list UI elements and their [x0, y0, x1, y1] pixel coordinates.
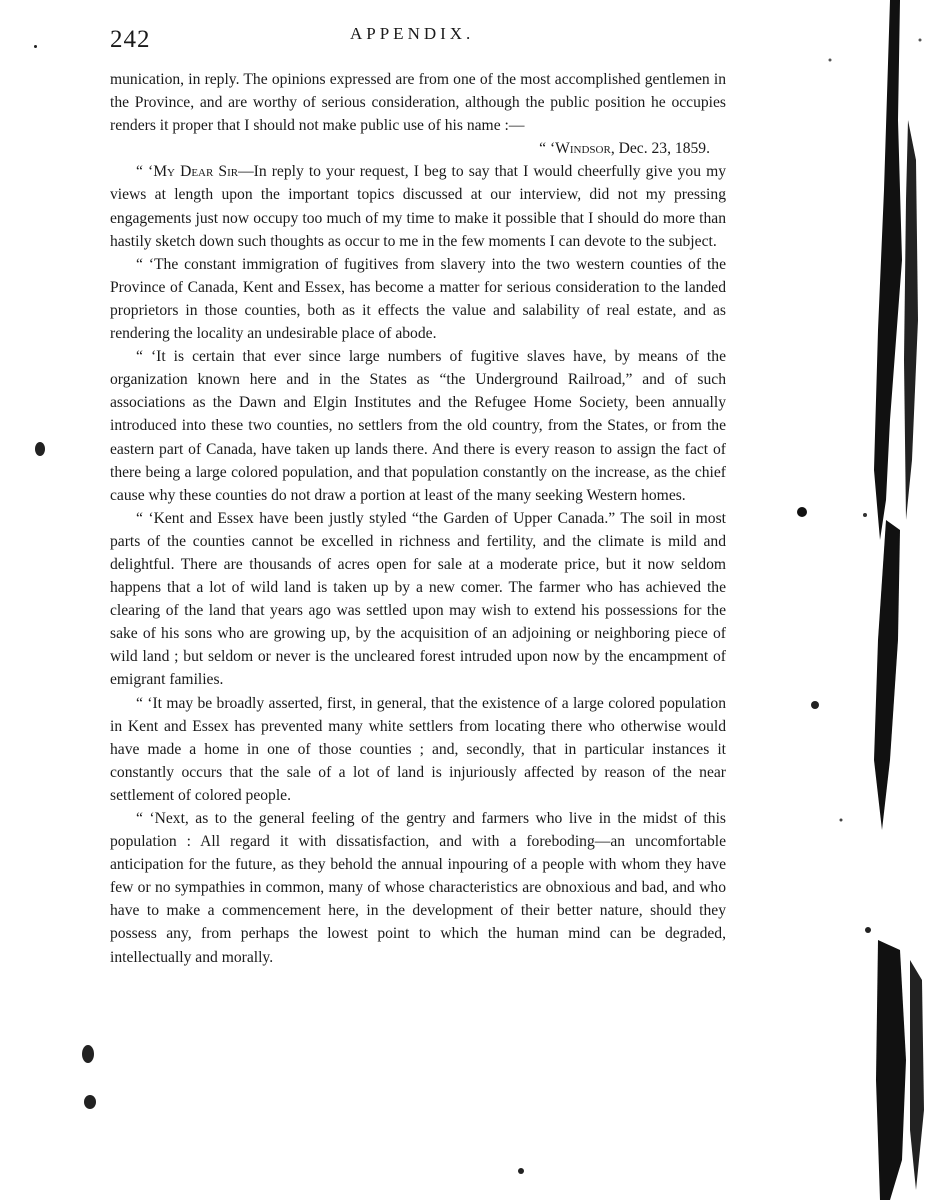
- scan-speck: [811, 701, 819, 709]
- letter-paragraph: “ ‘Next, as to the general feeling of the gentry and farmers who live in the midst of this population : All regard it with dissatisfaction, and with a foreboding—an uncomfortable anticipation for the future, as they behold the annual inpouring of a people with whom they have few or no sympathies in common, many of whose characteristics are obnoxious and bad, and who have to make a commencement here, in the development of their better nature, should they possess any, from perhaps the lowest point to which the human mind can be degraded, intellectually and morally.: [110, 810, 726, 966]
- opening-text: —In reply to your request, I beg to say that I would cheerfully give you my views at length upon the important topics discussed at our interview, did not my pressing engagements just now occupy too much of my time to make it possible that I should do more than hastily sketch down such thoughts as occur to me in the few moments I can devote to the subject.: [110, 163, 726, 250]
- intro-paragraph: munication, in reply. The opinions expressed are from one of the most accomplished gentlemen in the Province, and are worthy of serious consideration, although the public position he occupies renders it proper that I should not make public use of his name :—: [110, 71, 726, 135]
- scan-speck: [840, 819, 843, 822]
- scan-speck: [84, 1095, 96, 1109]
- scan-speck: [35, 442, 45, 456]
- scan-speck: [34, 45, 37, 48]
- letter-paragraph: “ ‘It is certain that ever since large numbers of fugitive slaves have, by means of the organization known here and in the States as “the Underground Railroad,” and of such associations as the Dawn and Elgin Institutes and the Refugee Home Society, been annually introduced into these two counties, no settlers from the old country, from the States, or from the eastern part of Canada, have taken up lands there. And there is every reason to assign the fact of there being a large colored population, and that population constantly on the increase, as the chief cause why these counties do not draw a portion at least of the many seeking Western homes.: [110, 348, 726, 504]
- letter-paragraph: “ ‘It may be broadly asserted, first, in general, that the existence of a large colored population in Kent and Essex has prevented many white settlers from locating there who otherwise would have made a home in one of those counties ; and, secondly, that in particular instances it constantly occurs that the sale of a lot of land is injuriously affected by reason of the near settlement of colored people.: [110, 694, 726, 804]
- scan-speck: [518, 1168, 524, 1174]
- salutation-quote: “ ‘: [136, 163, 154, 181]
- scan-speck: [829, 59, 832, 62]
- dateline-quote: “ ‘: [539, 140, 556, 158]
- page-number: 242: [110, 26, 151, 53]
- page-body: [110, 68, 726, 969]
- binding-shadow-stroke: [874, 520, 900, 830]
- scan-speck: [863, 513, 867, 517]
- binding-shadow-stroke: [874, 0, 902, 540]
- dateline-date: , Dec. 23, 1859.: [610, 140, 710, 158]
- binding-shadow-stroke: [904, 120, 918, 520]
- scan-speck: [82, 1045, 94, 1063]
- page-header: [110, 22, 730, 56]
- salutation: My Dear Sir: [153, 163, 239, 181]
- scan-speck: [865, 927, 871, 933]
- letter-paragraph: “ ‘Kent and Essex have been justly styled “the Garden of Upper Canada.” The soil in most parts of the counties cannot be excelled in richness and fertility, and the climate is mild and delightful. There are thousands of acres open for sale at a moderate price, but it now seldom happens that a lot of wild land is taken up by a new comer. The farmer who has achieved the clearing of the land that years ago was settled upon may wish to extend his possessions for the sake of his sons who are growing up, by the acquisition of an adjoining or neighboring piece of wild land ; but seldom or never is the uncleared forest intruded upon now by the encampment of emigrant families.: [110, 509, 726, 689]
- running-head: APPENDIX.: [350, 24, 475, 43]
- letter-opening: [110, 160, 726, 252]
- letter-paragraph: “ ‘The constant immigration of fugitives from slavery into the two western counties of the Province of Canada, Kent and Essex, has become a matter for serious consideration to the landed proprietors in those counties, both as it effects the value and salability of real estate, and as rendering the locality an undesirable place of abode.: [110, 255, 726, 343]
- scan-speck: [797, 507, 807, 517]
- scan-speck: [919, 39, 922, 42]
- scan-edge-artifact: [740, 0, 935, 1200]
- binding-shadow-stroke: [876, 940, 906, 1200]
- dateline-place: Windsor: [555, 140, 611, 158]
- binding-shadow-stroke: [910, 960, 924, 1190]
- letter-dateline: [110, 137, 726, 160]
